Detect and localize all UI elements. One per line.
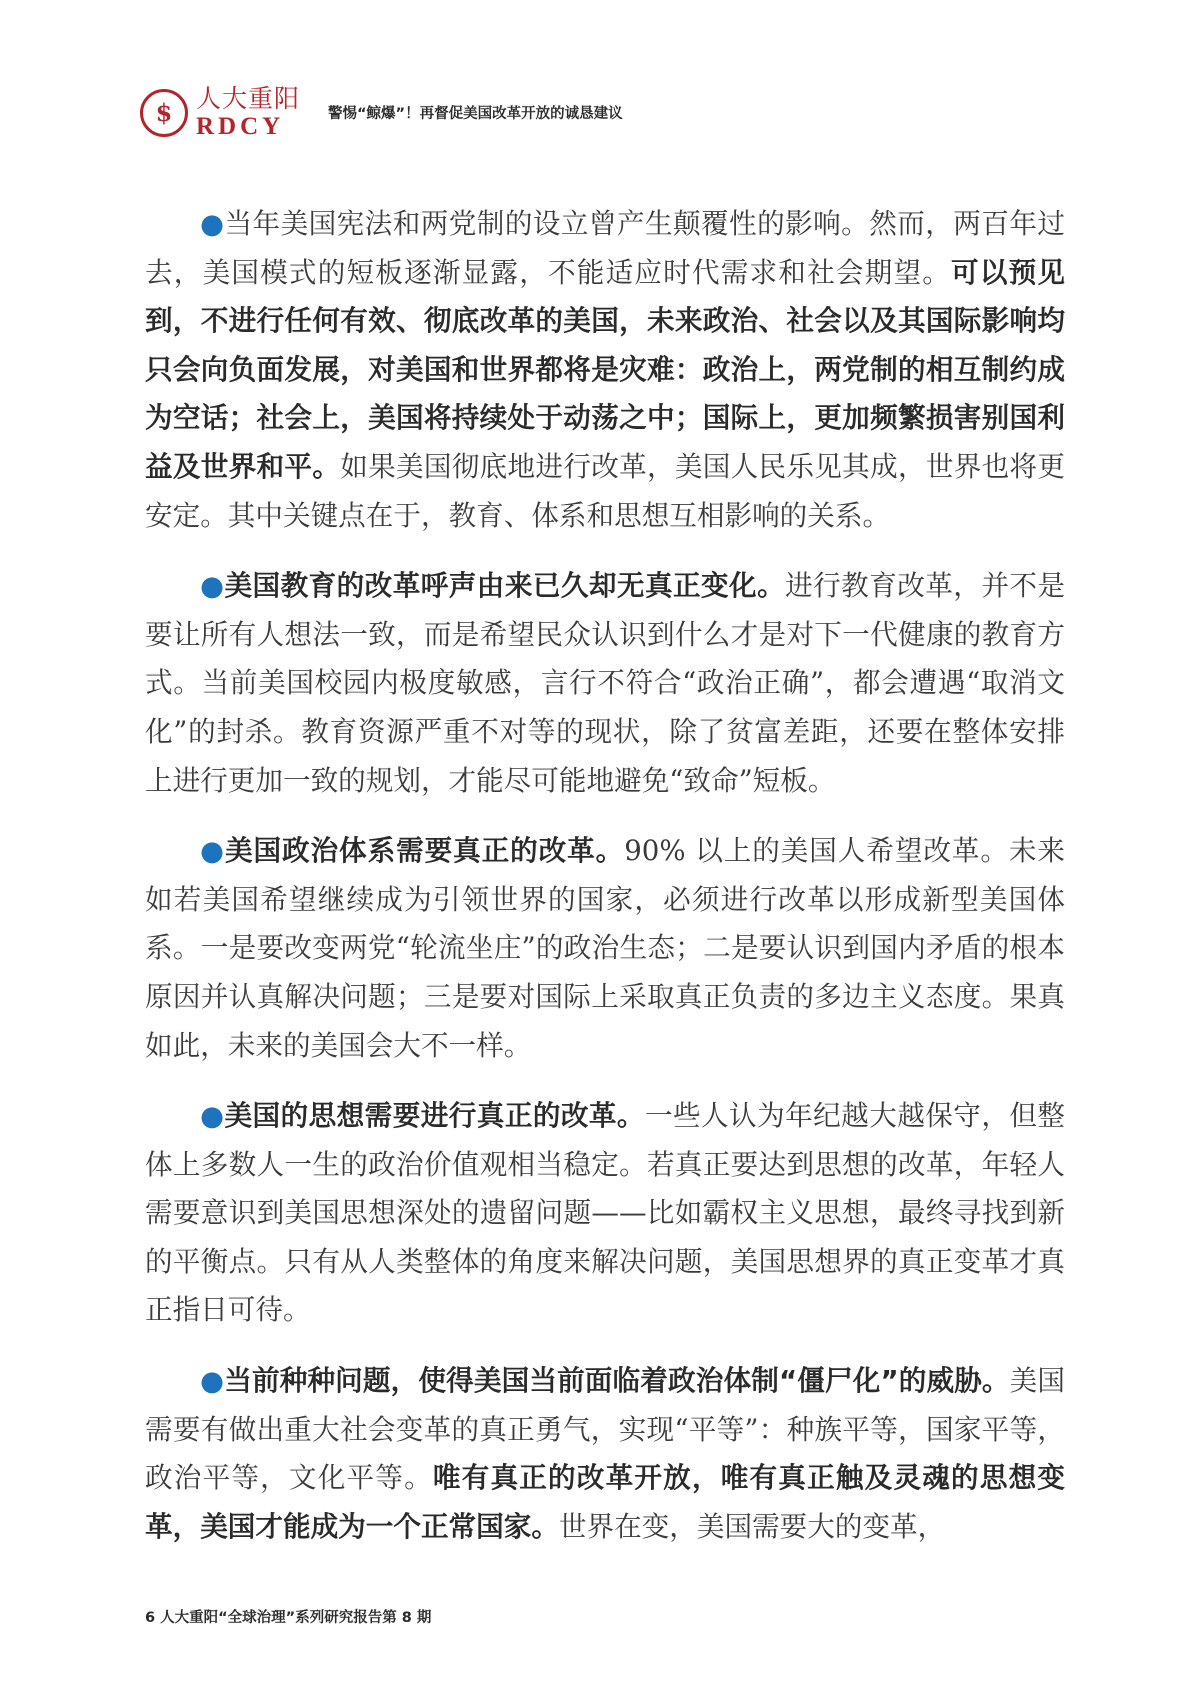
paragraph-3 [145, 827, 1065, 1070]
page-number: 6 [145, 1610, 156, 1626]
paragraph-4 [145, 1092, 1065, 1335]
bullet-icon: ● [200, 834, 225, 868]
text: 一些人认为年纪越大越保守，但整体上多数人一生的政治价值观相当稳定。若真正要达到思想的改革，年轻人需要意识到美国思想深处的遗留问题——比如霸权主义思想，最终寻找到新的平衡点。只有从人类整体的角度来解决问题，美国思想界的真正变革才真正指日可待。 [145, 1099, 1065, 1327]
bold-text: 美国的思想需要进行真正的改革。 [224, 1099, 645, 1133]
text: 如果美国彻底地进行改革，美国人民乐见其成，世界也将更安定。其中关键点在于，教育、体系和思想互相影响的关系。 [145, 449, 1065, 532]
bullet-icon: ● [200, 569, 225, 603]
bullet-icon: ● [200, 1099, 225, 1133]
logo-cn: 人大重阳 [196, 84, 301, 113]
paragraph-2 [145, 562, 1065, 805]
series-title: 人大重阳“全球治理”系列研究报告第 8 期 [160, 1610, 432, 1626]
text: 当年美国宪法和两党制的设立曾产生颠覆性的影响。然而，两百年过去，美国模式的短板逐渐显露，不能适应时代需求和社会期望。 [145, 207, 1065, 289]
bold-text: 美国政治体系需要真正的改革。 [225, 834, 625, 868]
page-footer [145, 1606, 431, 1627]
paragraph-1 [145, 200, 1065, 540]
bold-text: 当前种种问题，使得美国当前面临着政治体制“僵尸化”的威胁。 [224, 1364, 1010, 1398]
text: 美国需要有做出重大社会变革的真正勇气，实现“平等”：种族平等，国家平等，政治平等，文化平等。 [145, 1364, 1066, 1495]
bold-text: 唯有真正的改革开放，唯有真正触及灵魂的思想变革，美国才能成为一个正常国家。 [145, 1461, 1065, 1543]
bullet-icon: ● [200, 207, 225, 240]
bullet-icon: ● [200, 1364, 225, 1398]
page-header [140, 86, 623, 139]
bold-text: 美国教育的改革呼声由来已久却无真正变化。 [224, 569, 786, 603]
rdcy-logo-icon: $ [140, 89, 188, 137]
article-body [145, 200, 1065, 1573]
text: 进行教育改革，并不是要让所有人想法一致，而是希望民众认识到什么才是对下一代健康的教育方式。当前美国校园内极度敏感，言行不符合“政治正确”，都会遭遇“取消文化”的封杀。教育资源严重不对等的现状，除了贫富差距，还要在整体安排上进行更加一致的规划，才能尽可能地避免“致命”短板。 [145, 569, 1065, 797]
text: 世界在变，美国需要大的变革， [558, 1509, 946, 1543]
logo-text [196, 86, 300, 139]
logo-en: RDCY [196, 113, 285, 140]
text: 90% 以上的美国人希望改革。未来如若美国希望继续成为引领世界的国家，必须进行改革以形成新型美国体系。一是要改变两党“轮流坐庄”的政治生态；二是要认识到国内矛盾的根本原因并认真解决问题；三是要对国际上采取真正负责的多边主义态度。果真如此，未来的美国会大不一样。 [145, 834, 1065, 1062]
header-title: 警惕“鲸爆”！再督促美国改革开放的诚恳建议 [328, 106, 623, 122]
bold-text: 可以预见到，不进行任何有效、彻底改革的美国，未来政治、社会以及其国际影响均只会向负面发展，对美国和世界都将是灾难：政治上，两党制的相互制约成为空话；社会上，美国将持续处于动荡之中；国际上，更加频繁损害别国利益及世界和平。 [145, 255, 1065, 483]
paragraph-5 [145, 1357, 1065, 1551]
